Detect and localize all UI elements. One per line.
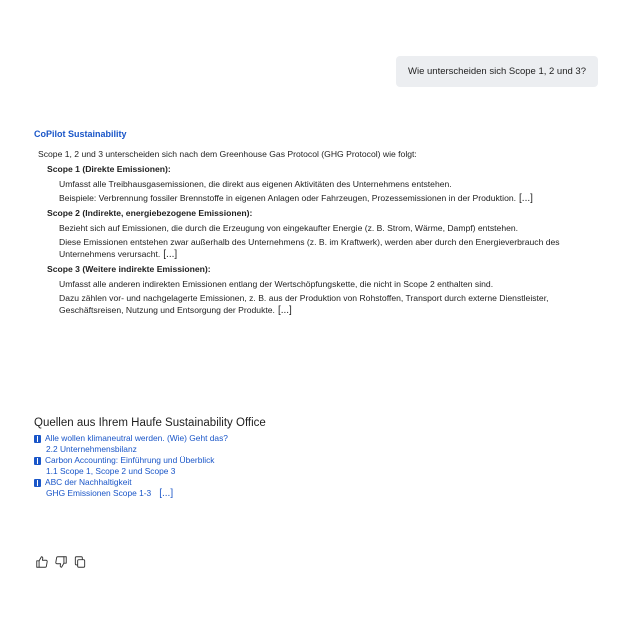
thumbs-down-icon[interactable] — [53, 554, 69, 570]
source-title[interactable]: ABC der Nachhaltigkeit — [45, 477, 132, 487]
user-message-text: Wie unterscheiden sich Scope 1, 2 und 3? — [408, 66, 586, 77]
thumbs-up-icon[interactable] — [34, 554, 50, 570]
assistant-answer — [34, 128, 594, 319]
answer-intro: Scope 1, 2 und 3 unterscheiden sich nach dem Greenhouse Gas Protocol (GHG Protocol) wie folgt: — [38, 149, 417, 159]
scope2-paragraph-2 — [59, 236, 574, 261]
source-subtitle[interactable] — [46, 488, 594, 499]
source-subtitle[interactable]: 2.2 Unternehmensbilanz — [46, 444, 137, 454]
scope1-paragraph-2-text: Beispiele: Verbrennung fossiler Brennstoffe in eigenen Anlagen oder Fahrzeugen, Prozessemissionen in der Produktion. — [59, 193, 517, 203]
book-icon — [34, 457, 41, 465]
scope3-paragraph-1: Umfasst alle anderen indirekten Emissionen entlang der Wertschöpfungskette, die nicht in Scope 2 enthalten sind. — [59, 279, 494, 289]
assistant-name: CoPilot Sustainability — [34, 129, 127, 139]
feedback-toolbar — [34, 554, 88, 570]
source-subtitle-text[interactable]: GHG Emissionen Scope 1-3 — [46, 488, 152, 498]
scope2-paragraph-1: Bezieht sich auf Emissionen, die durch die Erzeugung von eingekaufter Energie (z. B. Strom, Wärme, Dampf) entstehen. — [59, 223, 519, 233]
book-icon — [34, 435, 41, 443]
sources-heading: Quellen aus Ihrem Haufe Sustainability Office — [34, 417, 266, 429]
scope2-expand-link[interactable]: [...] — [163, 249, 178, 260]
scope2-title: Scope 2 (Indirekte, energiebezogene Emissionen): — [47, 208, 253, 218]
source-item[interactable] — [34, 433, 594, 455]
scope1-expand-link[interactable]: [...] — [519, 193, 533, 204]
book-icon — [34, 479, 41, 487]
scope3-paragraph-2-text: Dazu zählen vor- und nachgelagerte Emissionen, z. B. aus der Produktion von Rohstoffen, Transport durch externe Dienstleister, Geschäftsreisen, Nutzung und Entsorgung der Produkte. — [59, 293, 549, 315]
scope3-paragraph-2 — [59, 292, 574, 317]
scope1-paragraph-1: Umfasst alle Treibhausgasemissionen, die direkt aus eigenen Aktivitäten des Unternehmens entstehen. — [59, 179, 452, 189]
scope1-title: Scope 1 (Direkte Emissionen): — [47, 164, 171, 174]
sources-more-link[interactable]: [...] — [159, 488, 174, 499]
source-title[interactable]: Carbon Accounting: Einführung und Überblick — [45, 455, 215, 465]
source-subtitle[interactable]: 1.1 Scope 1, Scope 2 und Scope 3 — [46, 466, 176, 476]
source-title[interactable]: Alle wollen klimaneutral werden. (Wie) Geht das? — [45, 433, 228, 443]
user-message-bubble — [396, 56, 598, 87]
scope3-title: Scope 3 (Weitere indirekte Emissionen): — [47, 264, 211, 274]
scope1-paragraph-2 — [59, 192, 574, 205]
copy-icon[interactable] — [72, 554, 88, 570]
sources-section — [34, 417, 594, 499]
scope2-paragraph-2-text: Diese Emissionen entstehen zwar außerhalb des Unternehmens (z. B. im Kraftwerk), werden aber durch den Energieverbrauch des Unternehmens verursacht. — [59, 237, 560, 259]
scope3-expand-link[interactable]: [...] — [277, 305, 292, 316]
source-item[interactable] — [34, 455, 594, 477]
source-item[interactable] — [34, 477, 594, 499]
